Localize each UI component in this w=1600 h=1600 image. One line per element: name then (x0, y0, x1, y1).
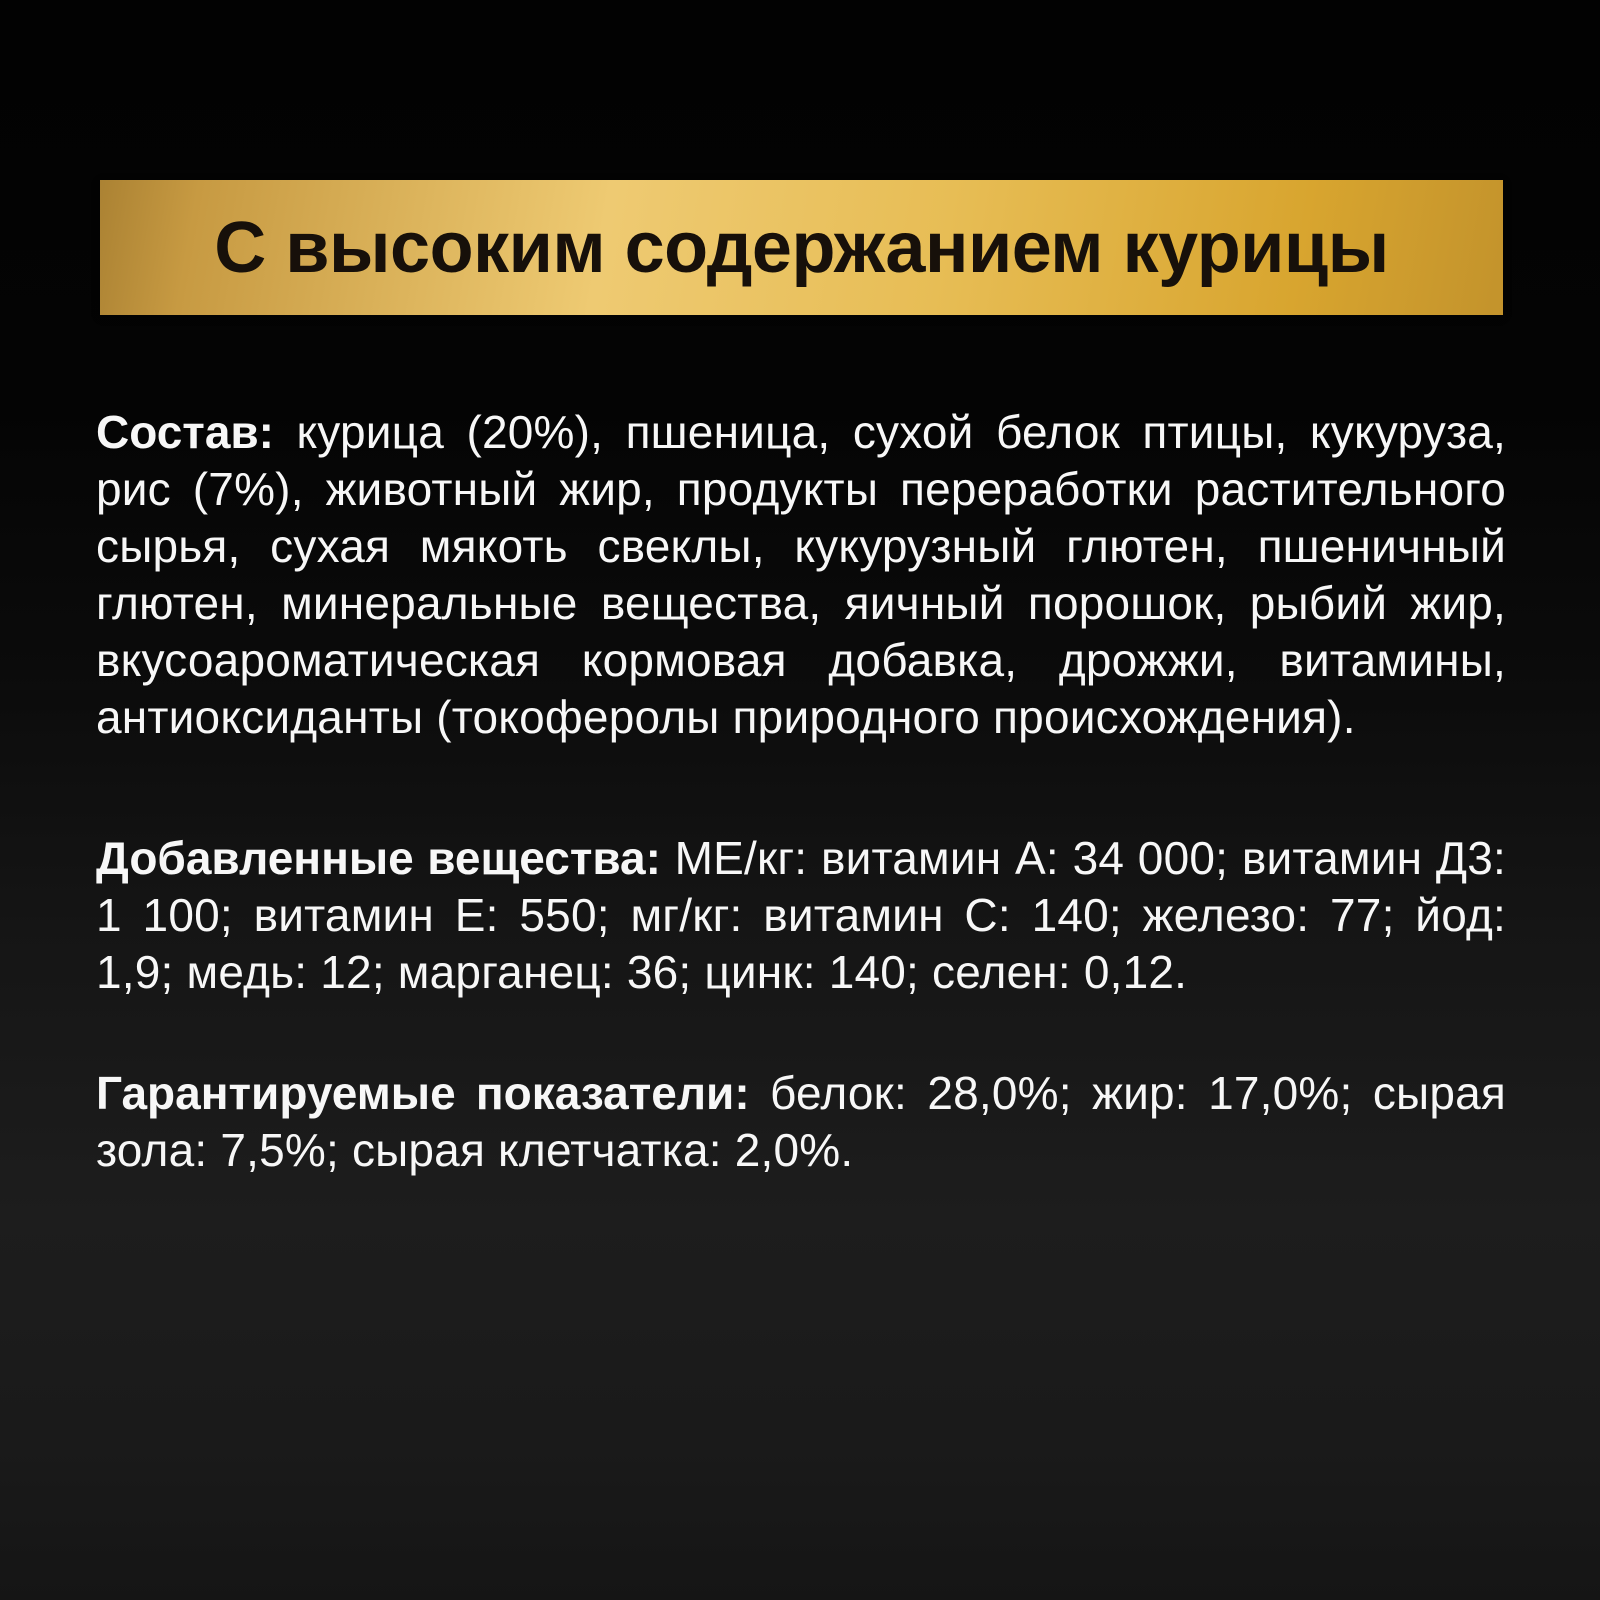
additives-label: Добавленные вещества: (96, 832, 661, 884)
composition-text: курица (20%), пшеница, сухой белок птицы, кукуруза, рис (7%), животный жир, продукты переработки растительного сырья, сухая мякоть свеклы, кукурузный глютен, пшеничный глютен, минеральные вещества, яичный порошок, рыбий жир, вкусоароматическая кормовая добавка, дрожжи, витамины, антиоксиданты (токоферолы природного происхождения). (96, 406, 1507, 743)
guaranteed-analysis-text: белок: 28,0%; жир: 17,0%; сырая зола: 7,5%; сырая клетчатка: 2,0%. (96, 1067, 1506, 1176)
additives-paragraph (96, 830, 1506, 1001)
banner-title: С высоким содержанием курицы (214, 207, 1389, 288)
highlight-banner (100, 180, 1503, 315)
composition-paragraph (96, 404, 1506, 746)
label-text-content (96, 404, 1506, 1179)
additives-text: МЕ/кг: витамин А: 34 000; витамин Д3: 1 100; витамин Е: 550; мг/кг: витамин С: 140; железо: 77; йод: 1,9; медь: 12; марганец: 36; цинк: 140; селен: 0,12. (96, 832, 1506, 998)
guaranteed-analysis-label: Гарантируемые показатели: (96, 1067, 750, 1119)
guaranteed-analysis-paragraph (96, 1065, 1506, 1179)
composition-label: Состав: (96, 406, 275, 458)
